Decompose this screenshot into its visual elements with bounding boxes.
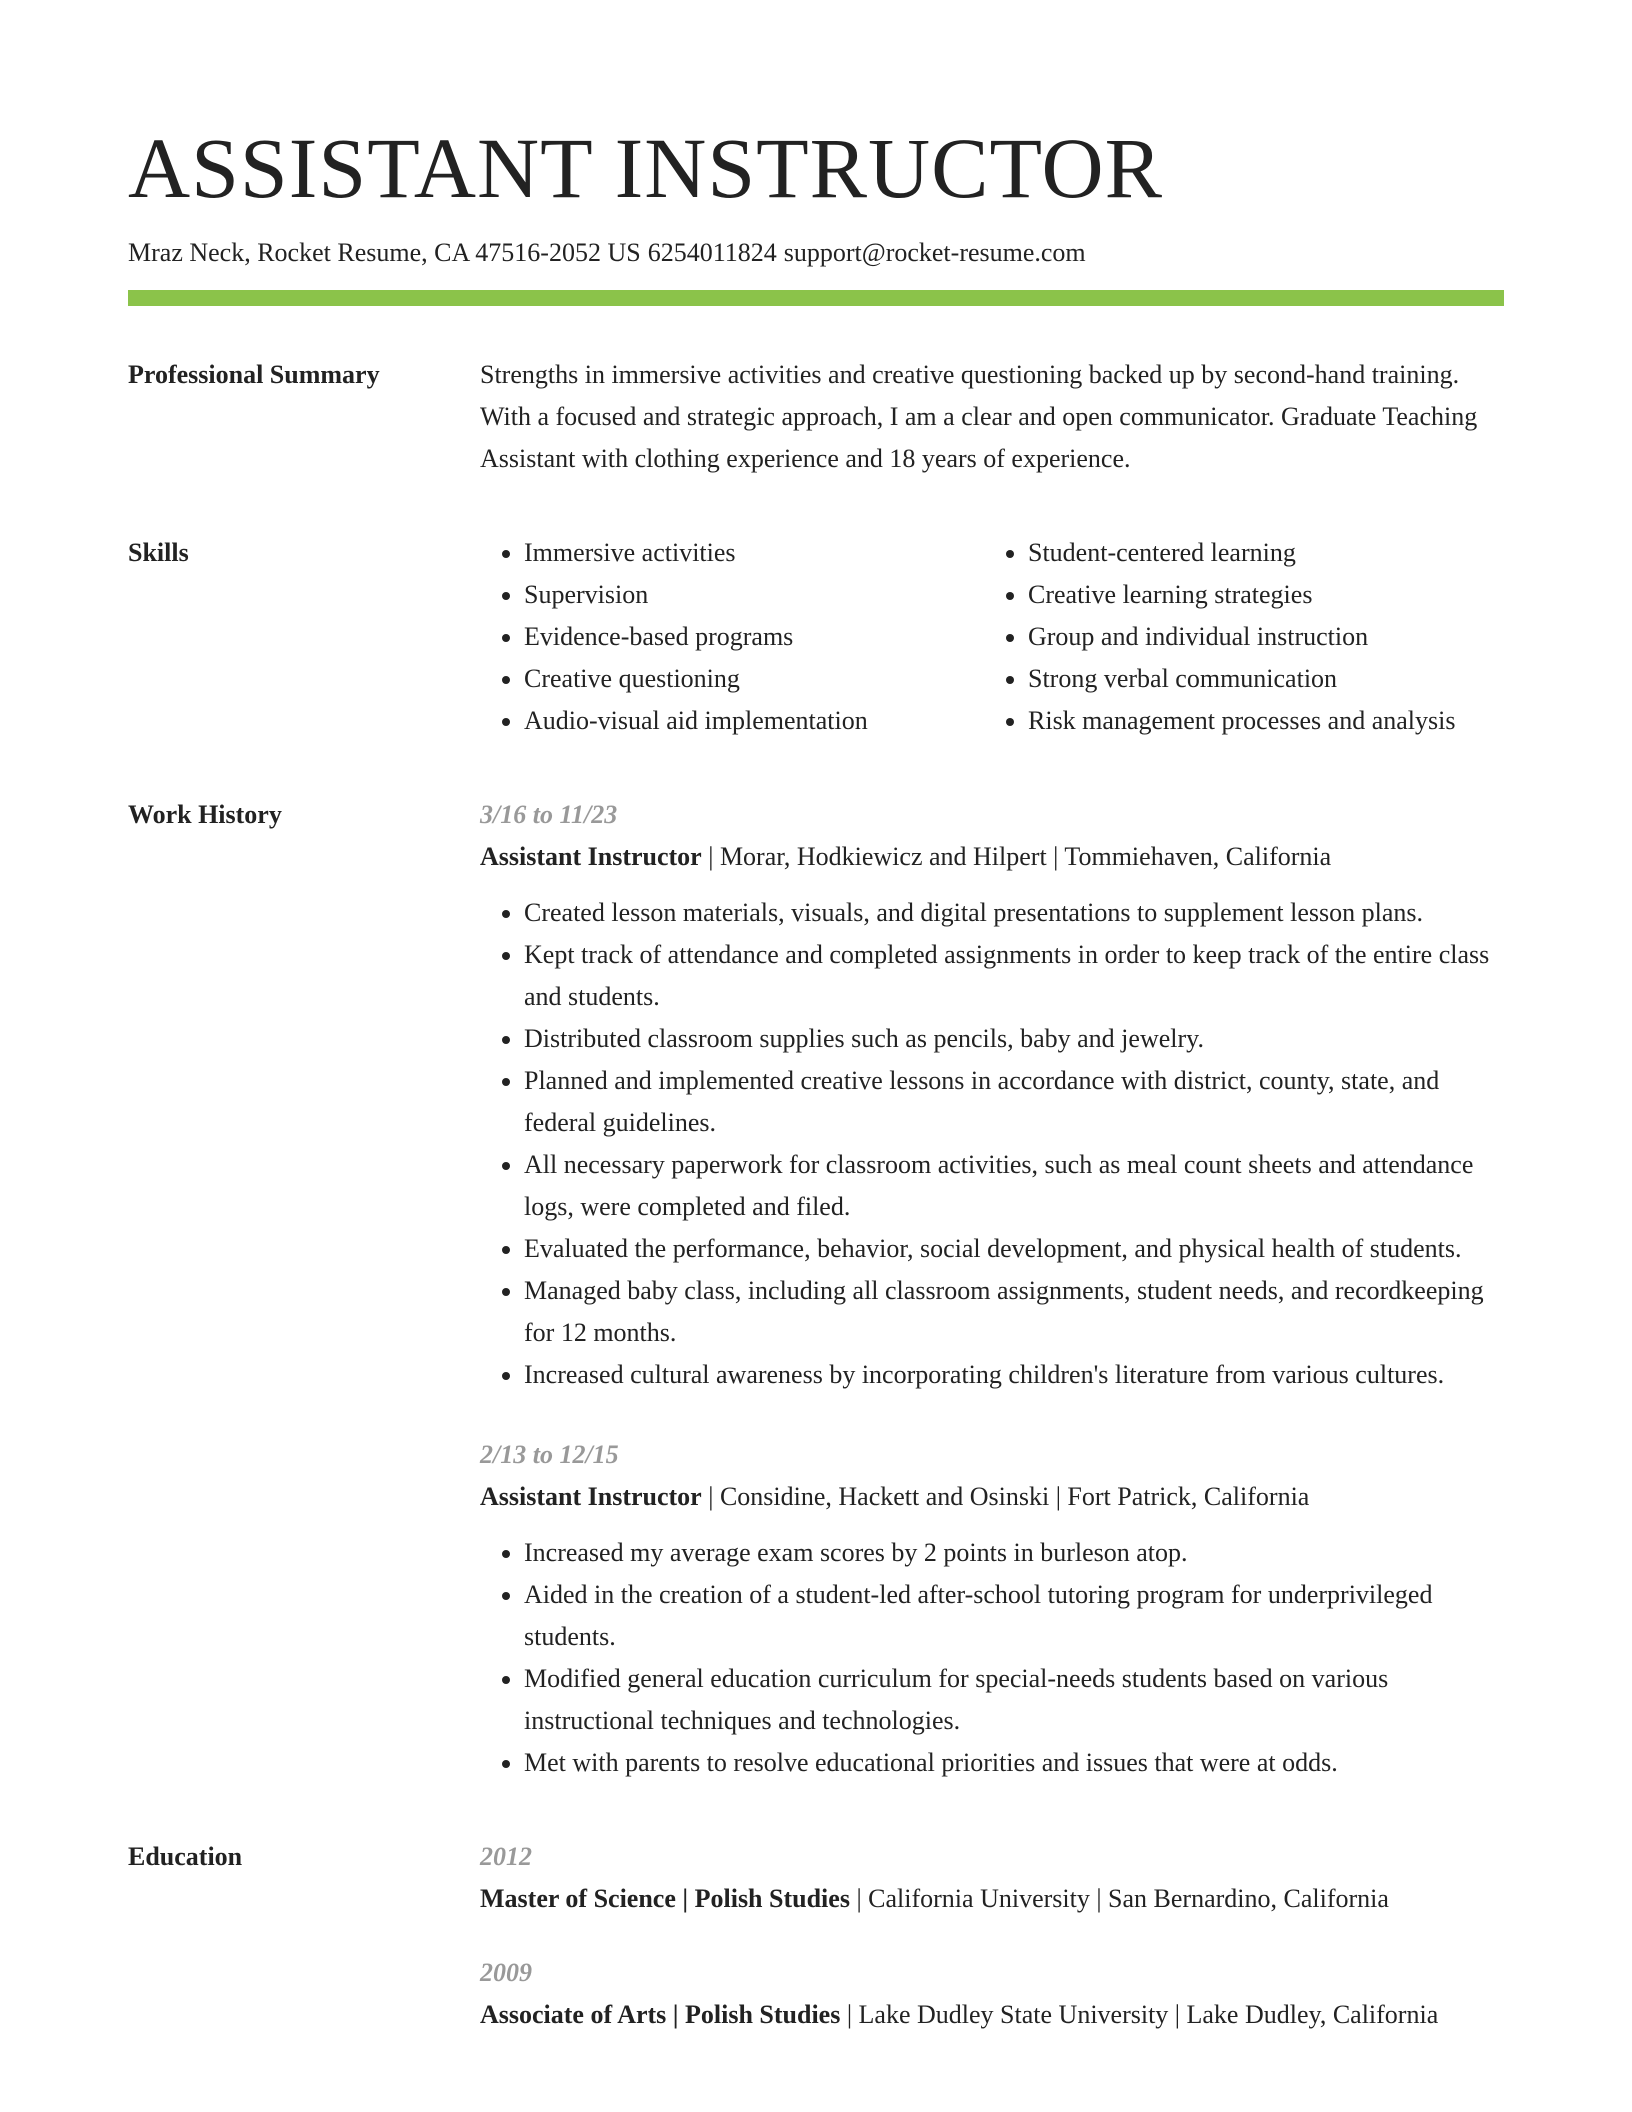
education-entry: [480, 1836, 1504, 1920]
education-body: [480, 1836, 1504, 2036]
skill-item: • Group and individual instruction: [1028, 616, 1504, 658]
education-heading: [480, 1878, 1504, 1920]
duty-item: • Met with parents to resolve educational priorities and issues that were at odds.: [524, 1742, 1504, 1784]
contact-line: [128, 236, 1504, 270]
job-employer: | Considine, Hackett and Osinski | Fort Patrick, California: [701, 1482, 1310, 1511]
education-degree: Master of Science | Polish Studies: [480, 1884, 850, 1913]
summary-text: Strengths in immersive activities and creative questioning backed up by second-hand training. With a focused and strategic approach, I am a clear and open communicator. Graduate Teaching Assistant with clothing experience and 18 years of experience.: [480, 360, 1478, 473]
job-entry: [480, 794, 1504, 1396]
duty-item: • Aided in the creation of a student-led after-school tutoring program for underprivileged students.: [524, 1574, 1504, 1658]
education-section: [128, 1838, 1504, 2036]
job-dates: 2/13 to 12/15: [480, 1440, 619, 1469]
education-year: 2009: [480, 1958, 532, 1987]
skill-item: • Creative learning strategies: [1028, 574, 1504, 616]
duty-item: • Modified general education curriculum for special-needs students based on various instructional techniques and technologies.: [524, 1658, 1504, 1742]
skill-item: • Strong verbal communication: [1028, 658, 1504, 700]
skills-column-2: [984, 532, 1504, 742]
duty-item: • Kept track of attendance and completed assignments in order to keep track of the entire class and students.: [524, 934, 1504, 1018]
summary-label: Professional Summary: [128, 360, 380, 389]
contact-email: support@rocket-resume.com: [783, 238, 1086, 267]
job-heading: [480, 1476, 1504, 1518]
header-divider: [128, 290, 1504, 306]
work-history-label: Work History: [128, 800, 282, 829]
job-title: Assistant Instructor: [480, 842, 702, 871]
job-heading: [480, 836, 1504, 878]
duty-item: • Evaluated the performance, behavior, social development, and physical health of students.: [524, 1228, 1504, 1270]
work-history-section: [128, 796, 1504, 1784]
work-history-body: [480, 794, 1504, 1784]
contact-phone: 6254011824: [647, 238, 777, 267]
skill-item: • Evidence-based programs: [524, 616, 984, 658]
education-label: Education: [128, 1842, 243, 1871]
job-duties: [480, 892, 1504, 1396]
duty-item: • All necessary paperwork for classroom activities, such as meal count sheets and attendance logs, were completed and filed.: [524, 1144, 1504, 1228]
skill-item: • Student-centered learning: [1028, 532, 1504, 574]
duty-item: • Planned and implemented creative lessons in accordance with district, county, state, and federal guidelines.: [524, 1060, 1504, 1144]
job-employer: | Morar, Hodkiewicz and Hilpert | Tommiehaven, California: [701, 842, 1332, 871]
skill-item: • Supervision: [524, 574, 984, 616]
duty-item: • Distributed classroom supplies such as pencils, baby and jewelry.: [524, 1018, 1504, 1060]
resume-page: [128, 0, 1504, 2036]
skills-list: [480, 532, 1504, 742]
skills-label: Skills: [128, 538, 189, 567]
duty-item: • Increased cultural awareness by incorporating children's literature from various cultures.: [524, 1354, 1504, 1396]
job-duties: [480, 1532, 1504, 1784]
education-school: | California University | San Bernardino, California: [849, 1884, 1389, 1913]
summary-section: [128, 356, 1504, 480]
contact-address: Mraz Neck, Rocket Resume, CA 47516-2052 US: [128, 238, 641, 267]
job-entry: [480, 1434, 1504, 1784]
skills-column-1: [480, 532, 984, 742]
job-title: Assistant Instructor: [480, 1482, 702, 1511]
skill-item: • Risk management processes and analysis: [1028, 700, 1504, 742]
skill-item: • Audio-visual aid implementation: [524, 700, 984, 742]
skill-item: • Creative questioning: [524, 658, 984, 700]
duty-item: • Created lesson materials, visuals, and digital presentations to supplement lesson plans.: [524, 892, 1504, 934]
education-heading: [480, 1994, 1504, 2036]
education-entry: [480, 1952, 1504, 2036]
skills-section: [128, 534, 1504, 742]
duty-item: • Managed baby class, including all classroom assignments, student needs, and recordkeeping for 12 months.: [524, 1270, 1504, 1354]
job-dates: 3/16 to 11/23: [480, 800, 618, 829]
page-title: ASSISTANT INSTRUCTOR: [128, 120, 1163, 216]
skill-item: • Immersive activities: [524, 532, 984, 574]
education-year: 2012: [480, 1842, 532, 1871]
duty-item: • Increased my average exam scores by 2 points in burleson atop.: [524, 1532, 1504, 1574]
education-degree: Associate of Arts | Polish Studies: [480, 2000, 841, 2029]
education-school: | Lake Dudley State University | Lake Dudley, California: [840, 2000, 1439, 2029]
